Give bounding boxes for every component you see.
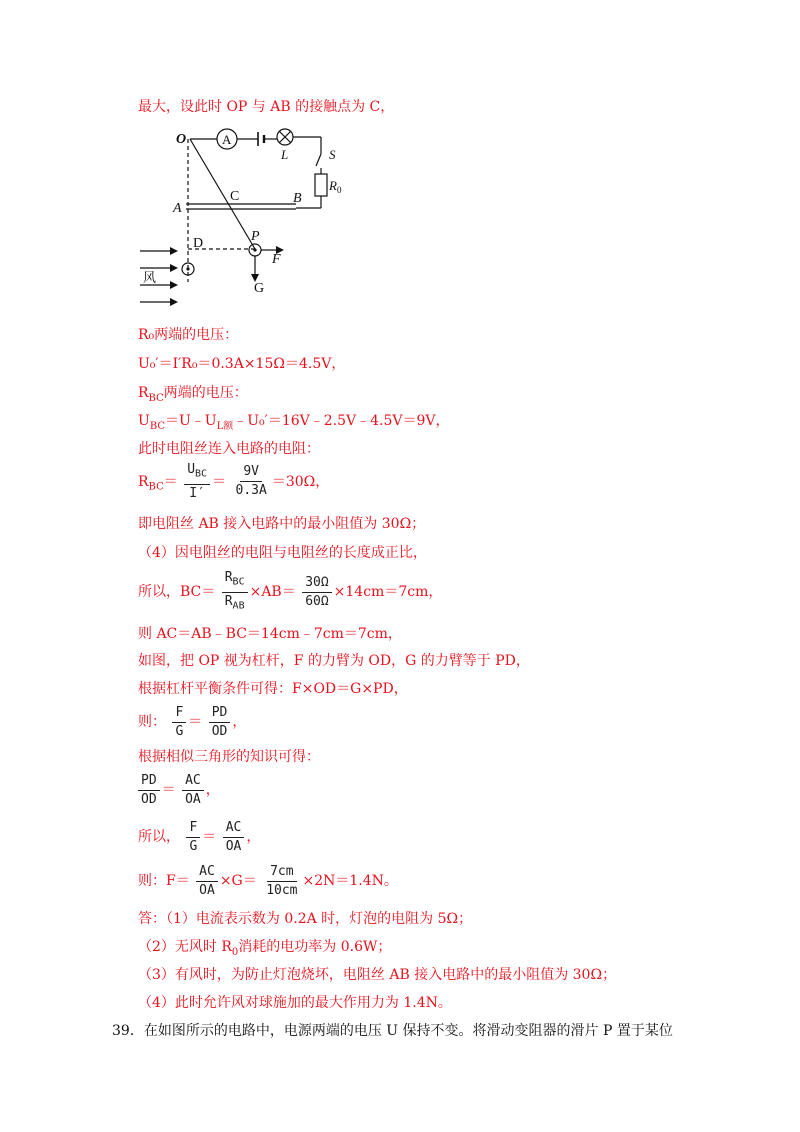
ubc-sub: BC bbox=[149, 420, 165, 432]
then1-eq: ＝ bbox=[188, 714, 203, 730]
fraction-f-over-g-2 bbox=[186, 820, 200, 855]
answer-4: （4）此时允许风对球施加的最大作用力为 1.4N。 bbox=[138, 995, 452, 1011]
frac-rbc-r: R bbox=[224, 570, 233, 585]
ubc-rest: ﹣U₀′＝16V﹣2.5V﹣4.5V＝9V， bbox=[233, 413, 450, 429]
ammeter-label: A bbox=[222, 132, 232, 147]
similar-line: 根据相似三角形的知识可得： bbox=[138, 749, 320, 765]
frac-60: 60Ω bbox=[305, 593, 329, 609]
then1-pre: 则： bbox=[138, 714, 166, 730]
answer-2-pre: （2）无风时 R bbox=[138, 939, 232, 955]
frac-03a: 0.3A bbox=[235, 483, 267, 499]
next-problem-line: 39．在如图所示的电路中，电源两端的电压 U 保持不变。将滑动变阻器的滑片 P 置于某位 bbox=[112, 1023, 673, 1039]
pd-od-eq: ＝ bbox=[161, 782, 176, 798]
label-c: C bbox=[230, 189, 240, 204]
so-comma: ， bbox=[246, 829, 261, 845]
frac-ubc-sub: BC bbox=[195, 468, 208, 480]
u0-equation: U₀′＝I′R₀＝0.3A×15Ω＝4.5V， bbox=[138, 356, 346, 372]
answer-1: 答：（1）电流表示数为 0.2A 时，灯泡的电阻为 5Ω； bbox=[138, 911, 473, 927]
frac-pd-1: PD bbox=[209, 705, 231, 723]
label-l: L bbox=[281, 147, 289, 162]
then2-pre: 则：F＝ bbox=[138, 873, 190, 889]
min-resistance-line: 即电阻丝 AB 接入电路中的最小阻值为 30Ω； bbox=[138, 516, 426, 532]
fraction-pd-over-od-2 bbox=[138, 773, 160, 808]
then1-equation bbox=[138, 703, 246, 741]
label-s: S bbox=[329, 147, 336, 162]
frac-30: 30Ω bbox=[302, 575, 331, 593]
resistance-title: 此时电阻丝连入电路的电阻： bbox=[138, 441, 320, 457]
fraction-30-over-60 bbox=[302, 575, 331, 610]
frac-ac-3: AC bbox=[196, 864, 218, 882]
frac-rab-r: R bbox=[224, 593, 233, 609]
ubc-u: U bbox=[138, 413, 150, 429]
pd-od-comma: ， bbox=[205, 782, 220, 798]
rbc-title-rest: 两端的电压： bbox=[163, 385, 248, 401]
part4-line: （4）因电阻丝的电阻与电阻丝的长度成正比， bbox=[138, 545, 427, 561]
times-g: ×G＝ bbox=[219, 873, 257, 889]
frac-oa-1: OA bbox=[185, 791, 201, 807]
fraction-f-over-g-1 bbox=[172, 705, 186, 740]
ubc-mid: ＝U﹣U bbox=[165, 413, 217, 429]
answer-2-sub: 0 bbox=[231, 946, 239, 958]
then1-comma: ， bbox=[232, 714, 247, 730]
rbc-equation bbox=[138, 462, 329, 507]
label-f: F bbox=[272, 252, 281, 267]
frac-i-prime: I′ bbox=[189, 485, 205, 501]
fraction-ac-over-oa-3 bbox=[196, 864, 218, 899]
label-a: A bbox=[173, 201, 182, 216]
label-b: B bbox=[293, 191, 302, 206]
label-g: G bbox=[254, 281, 265, 296]
bc-mid: ×AB＝ bbox=[249, 584, 296, 601]
frac-10cm: 10cm bbox=[266, 882, 298, 898]
frac-f-2: F bbox=[186, 820, 200, 838]
frac-ac-2: AC bbox=[223, 820, 245, 838]
rbc-eq-equal1: ＝ bbox=[163, 473, 178, 490]
intro-line: 最大，设此时 OP 与 AB 的接触点为 C， bbox=[138, 99, 395, 115]
frac-od-1: OD bbox=[211, 723, 228, 739]
frac-ubc-u: U bbox=[187, 462, 196, 477]
label-d: D bbox=[193, 236, 204, 251]
ubc-sub2: L额 bbox=[216, 420, 234, 432]
fraction-rbc-over-rab bbox=[222, 570, 248, 614]
circuit-diagram bbox=[138, 122, 342, 307]
frac-rab-sub: AB bbox=[232, 600, 245, 612]
label-wind: 风 bbox=[143, 270, 157, 285]
frac-oa-2: OA bbox=[225, 838, 242, 854]
pd-od-equation bbox=[138, 771, 220, 809]
rbc-eq-r: R bbox=[138, 473, 149, 490]
frac-g-1: G bbox=[175, 723, 184, 739]
frac-ac-1: AC bbox=[182, 773, 204, 791]
bc-pre: 所以，BC＝ bbox=[138, 584, 216, 601]
r0-voltage-title: R₀两端的电压： bbox=[138, 327, 239, 343]
rbc-eq-sub: BC bbox=[148, 481, 164, 493]
answer-3: （3）有风时，为防止灯泡烧坏，电阻丝 AB 接入电路中的最小阻值为 30Ω； bbox=[138, 967, 617, 983]
answer-2 bbox=[138, 938, 391, 962]
label-r0: R bbox=[329, 178, 337, 193]
bc-post: ×14cm＝7cm， bbox=[333, 584, 443, 601]
fraction-ac-over-oa-1 bbox=[182, 773, 204, 808]
fraction-pd-over-od-1 bbox=[209, 705, 231, 740]
fraction-9v-over-03a bbox=[233, 464, 270, 499]
label-r0-sub: 0 bbox=[337, 185, 342, 195]
frac-pd-2: PD bbox=[138, 773, 160, 791]
final-equation bbox=[138, 862, 398, 900]
rbc-r: R bbox=[138, 385, 149, 401]
rbc-sub: BC bbox=[148, 392, 164, 404]
fraction-7cm-over-10cm bbox=[263, 864, 300, 899]
fraction-ac-over-oa-2 bbox=[223, 820, 245, 855]
frac-oa-3: OA bbox=[199, 882, 215, 898]
frac-9v: 9V bbox=[240, 464, 262, 482]
ubc-equation bbox=[138, 412, 450, 436]
frac-7cm: 7cm bbox=[267, 864, 296, 882]
frac-od-2: OD bbox=[141, 791, 157, 807]
rbc-voltage-title bbox=[138, 384, 248, 408]
frac-f-1: F bbox=[172, 705, 186, 723]
frac-rbc-sub: BC bbox=[232, 576, 245, 588]
final-post: ×2N＝1.4N。 bbox=[302, 873, 398, 889]
answer-2-post: 消耗的电功率为 0.6W； bbox=[238, 939, 392, 955]
rbc-eq-result: ＝30Ω， bbox=[271, 473, 330, 490]
balance-line: 根据杠杆平衡条件可得：F×OD＝G×PD， bbox=[138, 681, 408, 697]
label-p: P bbox=[251, 229, 260, 244]
so-eq: ＝ bbox=[202, 829, 217, 845]
frac-g-2: G bbox=[189, 838, 198, 854]
fraction-ubc-over-i bbox=[184, 462, 210, 502]
label-o: O bbox=[176, 132, 187, 147]
bc-equation bbox=[138, 570, 442, 614]
so-equation bbox=[138, 818, 260, 856]
so-pre: 所以， bbox=[138, 829, 180, 845]
lever-line: 如图，把 OP 视为杠杆，F 的力臂为 OD，G 的力臂等于 PD， bbox=[138, 653, 530, 669]
rbc-eq-equal2: ＝ bbox=[212, 473, 227, 490]
ac-equation: 则 AC＝AB﹣BC＝14cm﹣7cm＝7cm， bbox=[138, 626, 402, 642]
